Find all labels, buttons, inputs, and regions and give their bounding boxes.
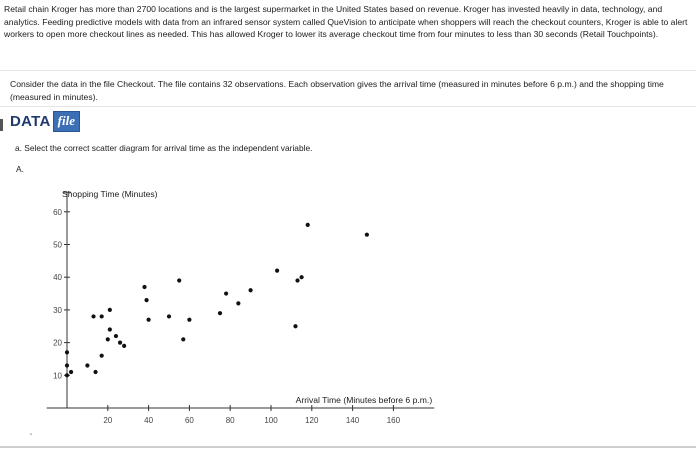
scatter-point bbox=[142, 285, 146, 289]
option-label[interactable]: A. bbox=[16, 164, 24, 174]
x-tick-label: 60 bbox=[184, 416, 194, 425]
x-tick-label: 120 bbox=[305, 416, 319, 425]
scatter-point bbox=[293, 324, 297, 328]
scatter-point bbox=[295, 278, 299, 282]
x-tick-label: 140 bbox=[345, 416, 360, 425]
scatter-point bbox=[365, 233, 369, 237]
y-tick-label: 50 bbox=[53, 240, 62, 250]
problem-intro: Retail chain Kroger has more than 2700 locations and is the largest supermarket in the United States based on revenue. Kroger has invested heavily in data, technology, and analytics. Feeding predictive models with data from an infrared sensor system called QueVision to anticipate when shoppers will reach the checkout counters, Kroger is able to alert workers to open more checkout lines as needed. This has allowed Kroger to lower its average checkout time from four minutes to less than 30 seconds (Retail Touchpoints). bbox=[4, 4, 688, 40]
scatter-point bbox=[224, 291, 228, 295]
y-tick-label: 10 bbox=[53, 371, 62, 381]
x-tick-label: 100 bbox=[264, 416, 278, 425]
scatter-point bbox=[275, 269, 279, 273]
scatter-point bbox=[65, 350, 69, 354]
x-tick-label: 80 bbox=[225, 416, 235, 425]
scatter-point bbox=[147, 318, 151, 322]
scatter-point bbox=[181, 337, 185, 341]
scatter-point bbox=[69, 370, 73, 374]
scatter-point bbox=[249, 288, 253, 292]
scatter-point bbox=[306, 223, 310, 227]
scatter-point bbox=[122, 344, 126, 348]
scatter-point bbox=[218, 311, 222, 315]
scatter-point bbox=[177, 278, 181, 282]
question-prompt: a. Select the correct scatter diagram for arrival time as the independent variable. bbox=[15, 143, 313, 153]
scatter-point bbox=[108, 327, 112, 331]
x-tick-label: 20 bbox=[103, 416, 113, 425]
scatter-point bbox=[85, 363, 89, 367]
scatter-point bbox=[106, 337, 110, 341]
scatter-point bbox=[93, 370, 97, 374]
scatter-point bbox=[118, 341, 122, 345]
scatter-point bbox=[167, 314, 171, 318]
scatter-point bbox=[100, 354, 104, 358]
scatter-point bbox=[300, 275, 304, 279]
x-tick-label: 40 bbox=[144, 416, 154, 425]
footer-mark: " bbox=[30, 434, 33, 440]
scatter-point bbox=[100, 314, 104, 318]
scatter-point bbox=[236, 301, 240, 305]
scatter-point bbox=[108, 308, 112, 312]
y-tick-label: 40 bbox=[53, 273, 62, 283]
scatter-point bbox=[65, 373, 69, 377]
x-axis-title: Arrival Time (Minutes before 6 p.m.) bbox=[295, 395, 433, 405]
scatter-point bbox=[91, 314, 95, 318]
y-tick-label: 60 bbox=[53, 207, 62, 217]
data-instructions: Consider the data in the file Checkout. The file contains 32 observations. Each observation gives the arrival time (measured in minutes before 6 p.m.) and the shopping time (measured in minutes). bbox=[10, 79, 664, 102]
x-tick-label: 160 bbox=[386, 416, 401, 425]
scatter-point bbox=[187, 318, 191, 322]
file-badge[interactable]: file bbox=[53, 111, 80, 132]
y-axis-title: Shopping Time (Minutes) bbox=[62, 189, 158, 200]
y-tick-label: 30 bbox=[53, 305, 62, 315]
y-tick-label: 20 bbox=[53, 338, 62, 348]
scatter-point bbox=[144, 298, 148, 302]
bottom-border bbox=[0, 446, 696, 448]
scatter-point bbox=[65, 363, 69, 367]
data-label: DATA bbox=[10, 112, 51, 130]
scatter-point bbox=[114, 334, 118, 338]
